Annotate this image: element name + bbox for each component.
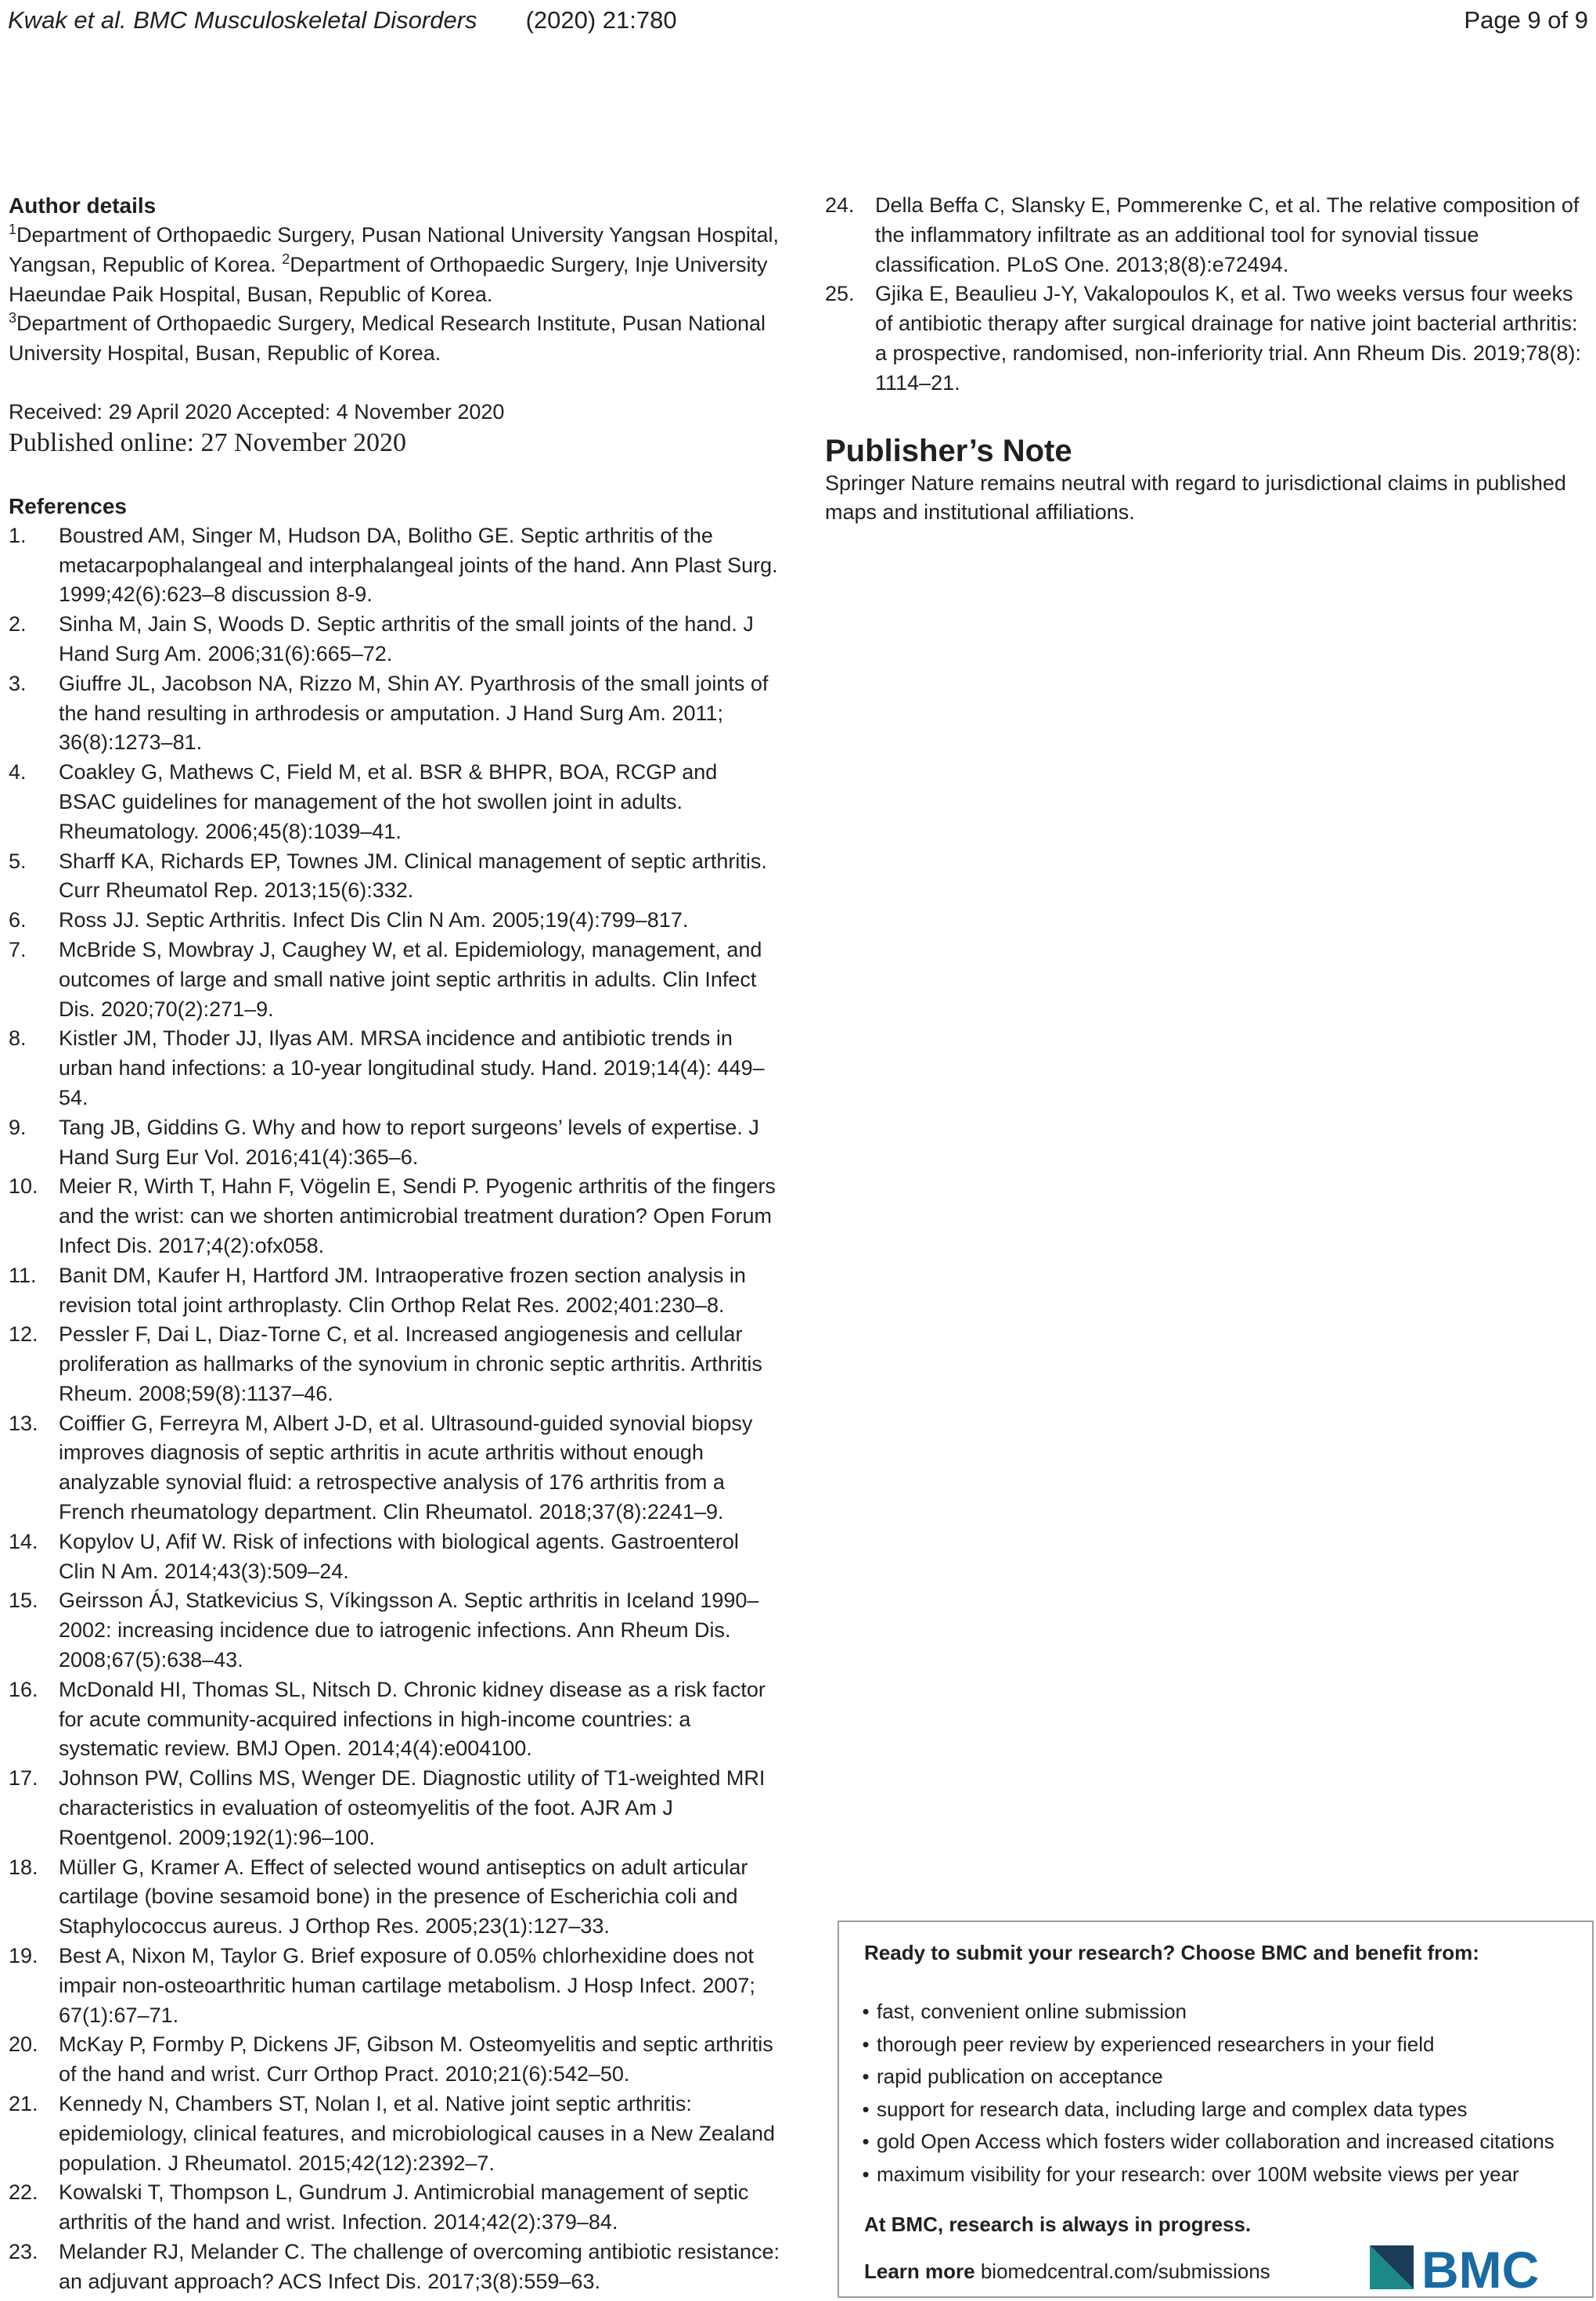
reference-number: 11. bbox=[9, 1263, 37, 1287]
right-column bbox=[825, 191, 1589, 528]
reference-item bbox=[9, 610, 780, 669]
reference-number: 16. bbox=[9, 1677, 38, 1701]
reference-number: 8. bbox=[9, 1026, 27, 1051]
reference-number: 17. bbox=[9, 1766, 38, 1791]
left-column bbox=[9, 191, 780, 2297]
reference-item bbox=[825, 280, 1589, 398]
bmc-benefit-item bbox=[855, 2159, 1555, 2191]
reference-item bbox=[9, 758, 780, 846]
reference-item bbox=[9, 1024, 780, 1113]
reference-text: Pessler F, Dai L, Diaz-Torne C, et al. Increased angiogenesis and cellular proliferation as hallmarks of the synovium in chronic septic arthritis. Arthritis Rheum. 2008;59(8):1137–46. bbox=[59, 1322, 762, 1405]
bullet-icon: • bbox=[862, 2130, 870, 2153]
references-title: References bbox=[9, 493, 127, 518]
reference-number: 21. bbox=[9, 2092, 38, 2116]
running-header bbox=[8, 5, 677, 36]
reference-item bbox=[825, 191, 1589, 280]
reference-item bbox=[9, 1675, 780, 1764]
publishers-note-text: Springer Nature remains neutral with regard to jurisdictional claims in published maps and institutional affiliations. bbox=[825, 471, 1566, 525]
bmc-benefit-text: gold Open Access which fosters wider collaboration and increased citations bbox=[877, 2130, 1555, 2153]
reference-text: Kowalski T, Thompson L, Gundrum J. Antimicrobial management of septic arthritis of the hand and wrist. Infection. 2014;42(2):379–84. bbox=[59, 2180, 749, 2234]
bmc-benefit-item bbox=[855, 2061, 1555, 2094]
reference-text: Banit DM, Kaufer H, Hartford JM. Intraoperative frozen section analysis in revision total joint arthroplasty. Clin Orthop Relat Res. 2002;401:230–8. bbox=[59, 1263, 746, 1317]
reference-number: 22. bbox=[9, 2180, 38, 2205]
bmc-learn-more[interactable]: Learn more biomedcentral.com/submissions bbox=[864, 2260, 1270, 2283]
bmc-benefit-item bbox=[855, 2029, 1555, 2061]
reference-number: 10. bbox=[9, 1174, 38, 1199]
reference-text: Giuffre JL, Jacobson NA, Rizzo M, Shin AY. Pyarthrosis of the small joints of the hand resulting in arthrodesis or amputation. J Hand Surg Am. 2011; 36(8):1273–81. bbox=[59, 671, 769, 755]
reference-item bbox=[9, 2090, 780, 2178]
reference-text: Ross JJ. Septic Arthritis. Infect Dis Clin N Am. 2005;19(4):799–817. bbox=[59, 908, 689, 932]
bmc-benefits-list bbox=[855, 1996, 1555, 2191]
reference-text: Coiffier G, Ferreyra M, Albert J-D, et al. Ultrasound-guided synovial biopsy improves diagnosis of septic arthritis in acute arthritis without enough analyzable synovial fluid: a retrospective analysis of 176 arthritis from a French rheumatology department. Clin Rheumatol. 2018;37(8):2241–9. bbox=[59, 1411, 753, 1524]
bmc-benefit-text: rapid publication on acceptance bbox=[877, 2065, 1163, 2088]
reference-text: Boustred AM, Singer M, Hudson DA, Bolitho GE. Septic arthritis of the metacarpophalangeal and interphalangeal joints of the hand. Ann Plast Surg. 1999;42(6):623–8 discussion 8-9. bbox=[59, 523, 778, 607]
bmc-logo bbox=[1370, 2239, 1581, 2294]
page-number: Page 9 of 9 bbox=[1464, 6, 1588, 34]
reference-number: 7. bbox=[9, 937, 27, 961]
reference-item bbox=[9, 1409, 780, 1527]
reference-number: 19. bbox=[9, 1944, 38, 1968]
bmc-progress-text: At BMC, research is always in progress. bbox=[864, 2213, 1252, 2236]
reference-item bbox=[9, 936, 780, 1024]
references-list-continued bbox=[825, 191, 1589, 399]
reference-number: 23. bbox=[9, 2240, 38, 2263]
bullet-icon: • bbox=[862, 2032, 870, 2056]
reference-number: 13. bbox=[9, 1411, 38, 1435]
reference-text: McKay P, Formby P, Dickens JF, Gibson M. Osteomyelitis and septic arthritis of the hand and wrist. Curr Orthop Pract. 2010;21(6):542–50. bbox=[59, 2032, 773, 2086]
reference-item bbox=[9, 1320, 780, 1408]
publishers-note-title: Publisher’s Note bbox=[825, 433, 1072, 468]
affiliations: $^1$Department of Orthopaedic Surgery, Pusan National University Yangsan Hospital, Yangsan, Republic of Korea. $^2$Department of Orthopaedic Surgery, Inje University Haeundae Paik Hospital, Busan, Republic of Korea. $^3$Department of Orthopaedic Surgery, Medical Research Institute, Pusan National University Hospital, Busan, Republic of Korea. bbox=[9, 222, 780, 366]
reference-item bbox=[9, 1261, 780, 1321]
bmc-learn-more-link[interactable]: biomedcentral.com/submissions bbox=[980, 2260, 1270, 2283]
reference-number: 6. bbox=[9, 908, 27, 932]
reference-item bbox=[9, 2030, 780, 2090]
reference-number: 12. bbox=[9, 1322, 38, 1347]
reference-text: Gjika E, Beaulieu J-Y, Vakalopoulos K, et al. Two weeks versus four weeks of antibiotic therapy after surgical drainage for native joint bacterial arthritis: a prospective, randomised, non-inferiority trial. Ann Rheum Dis. 2019;78(8): 1114–21. bbox=[875, 282, 1581, 395]
reference-text: Della Beffa C, Slansky E, Pommerenke C, et al. The relative composition of the inflammatory infiltrate as an additional tool for synovial tissue classification. PLoS One. 2013;8(8):e72494. bbox=[875, 193, 1580, 276]
bmc-logo-text: BMC bbox=[1421, 2241, 1540, 2294]
bullet-icon: • bbox=[862, 2097, 870, 2121]
reference-item bbox=[9, 521, 780, 610]
bmc-benefit-text: maximum visibility for your research: over 100M website views per year bbox=[877, 2162, 1519, 2186]
bullet-icon: • bbox=[862, 2000, 870, 2023]
reference-text: Johnson PW, Collins MS, Wenger DE. Diagnostic utility of T1-weighted MRI characteristics in evaluation of osteomyelitis of the foot. AJR Am J Roentgenol. 2009;192(1):96–100. bbox=[59, 1766, 766, 1849]
published-online: Published online: 27 November 2020 bbox=[9, 427, 407, 457]
reference-text: Sinha M, Jain S, Woods D. Septic arthritis of the small joints of the hand. J Hand Surg Am. 2006;31(6):665–72. bbox=[59, 612, 754, 665]
reference-number: 9. bbox=[9, 1115, 27, 1139]
reference-item bbox=[9, 1764, 780, 1852]
bmc-benefit-text: thorough peer review by experienced researchers in your field bbox=[877, 2032, 1435, 2056]
reference-text: Coakley G, Mathews C, Field M, et al. BSR & BHPR, BOA, RCGP and BSAC guidelines for management of the hot swollen joint in adults. Rheumatology. 2006;45(8):1039–41. bbox=[59, 760, 718, 843]
bullet-icon: • bbox=[862, 2065, 870, 2088]
reference-item bbox=[9, 1113, 780, 1173]
reference-text: Sharff KA, Richards EP, Townes JM. Clinical management of septic arthritis. Curr Rheumatol Rep. 2013;15(6):332. bbox=[59, 849, 767, 903]
reference-number: 20. bbox=[9, 2032, 38, 2057]
reference-item bbox=[9, 1853, 780, 1942]
bmc-benefit-text: fast, convenient online submission bbox=[877, 2000, 1187, 2023]
bmc-benefit-item bbox=[855, 1996, 1555, 2029]
bmc-submission-box bbox=[838, 1921, 1594, 2298]
bmc-benefit-item bbox=[855, 2094, 1555, 2126]
reference-number: 4. bbox=[9, 760, 27, 784]
reference-item bbox=[9, 1527, 780, 1587]
reference-number: 3. bbox=[9, 671, 27, 695]
reference-item bbox=[9, 2238, 780, 2297]
reference-text: McDonald HI, Thomas SL, Nitsch D. Chronic kidney disease as a risk factor for acute community-acquired infections in high-income countries: a systematic review. BMJ Open. 2014;4(4):e004100. bbox=[59, 1677, 766, 1761]
bmc-benefit-item bbox=[855, 2126, 1555, 2159]
reference-number: 18. bbox=[9, 1855, 38, 1879]
references-list bbox=[9, 521, 780, 2297]
bullet-icon: • bbox=[862, 2162, 870, 2186]
reference-item bbox=[9, 1172, 780, 1261]
reference-item bbox=[9, 847, 780, 907]
reference-text: Kopylov U, Afif W. Risk of infections with biological agents. Gastroenterol Clin N Am. 2014;43(3):509–24. bbox=[59, 1529, 739, 1583]
reference-text: Meier R, Wirth T, Hahn F, Vögelin E, Sendi P. Pyogenic arthritis of the fingers and the wrist: can we shorten antimicrobial treatment duration? Open Forum Infect Dis. 2017;4(2):ofx058. bbox=[59, 1174, 776, 1257]
reference-text: Tang JB, Giddins G. Why and how to report surgeons’ levels of expertise. J Hand Surg Eur Vol. 2016;41(4):365–6. bbox=[59, 1115, 759, 1169]
reference-number: 15. bbox=[9, 1589, 38, 1613]
reference-number: 25. bbox=[825, 282, 855, 306]
header-citation: (2020) 21:780 bbox=[525, 6, 677, 34]
reference-item bbox=[9, 1942, 780, 2030]
reference-text: Geirsson ÁJ, Statkevicius S, Víkingsson A. Septic arthritis in Iceland 1990–2002: increasing incidence due to iatrogenic infections. Ann Rheum Dis. 2008;67(5):638–43. bbox=[59, 1589, 759, 1672]
reference-item bbox=[9, 669, 780, 758]
author-details-title: Author details bbox=[9, 193, 157, 218]
header-authors: Kwak et al. BMC Musculoskeletal Disorders bbox=[8, 6, 477, 34]
received-accepted: Received: 29 April 2020 Accepted: 4 November 2020 bbox=[9, 399, 505, 424]
reference-number: 2. bbox=[9, 612, 27, 637]
reference-text: Kistler JM, Thoder JJ, Ilyas AM. MRSA incidence and antibiotic trends in urban hand infections: a 10-year longitudinal study. Hand. 2019;14(4): 449–54. bbox=[59, 1026, 765, 1109]
reference-text: Müller G, Kramer A. Effect of selected wound antiseptics on adult articular cartilage (bovine sesamoid bone) in the presence of Escherichia coli and Staphylococcus aureus. J Orthop Res. 2005;23(1):127–33. bbox=[59, 1855, 748, 1939]
reference-text: Best A, Nixon M, Taylor G. Brief exposure of 0.05% chlorhexidine does not impair non-osteoarthritic human cartilage metabolism. J Hosp Infect. 2007; 67(1):67–71. bbox=[59, 1944, 755, 2027]
reference-text: Kennedy N, Chambers ST, Nolan I, et al. Native joint septic arthritis: epidemiology, clinical features, and microbiological causes in a New Zealand population. J Rheumatol. 2015;42(12):2392–7. bbox=[59, 2092, 775, 2175]
reference-item bbox=[9, 2178, 780, 2238]
reference-number: 24. bbox=[825, 193, 855, 217]
reference-item bbox=[9, 1586, 780, 1675]
reference-number: 5. bbox=[9, 849, 27, 873]
reference-item bbox=[9, 906, 780, 936]
reference-text: Melander RJ, Melander C. The challenge of overcoming antibiotic resistance: an adjuvant approach? ACS Infect Dis. 2017;3(8):559–63. bbox=[59, 2240, 780, 2293]
reference-number: 14. bbox=[9, 1529, 38, 1553]
bmc-benefit-text: support for research data, including large and complex data types bbox=[877, 2097, 1468, 2121]
reference-number: 1. bbox=[9, 523, 27, 547]
bmc-box-title: Ready to submit your research? Choose BMC and benefit from: bbox=[864, 1941, 1479, 1964]
reference-text: McBride S, Mowbray J, Caughey W, et al. Epidemiology, management, and outcomes of large and small native joint septic arthritis in adults. Clin Infect Dis. 2020;70(2):271–9. bbox=[59, 937, 762, 1021]
